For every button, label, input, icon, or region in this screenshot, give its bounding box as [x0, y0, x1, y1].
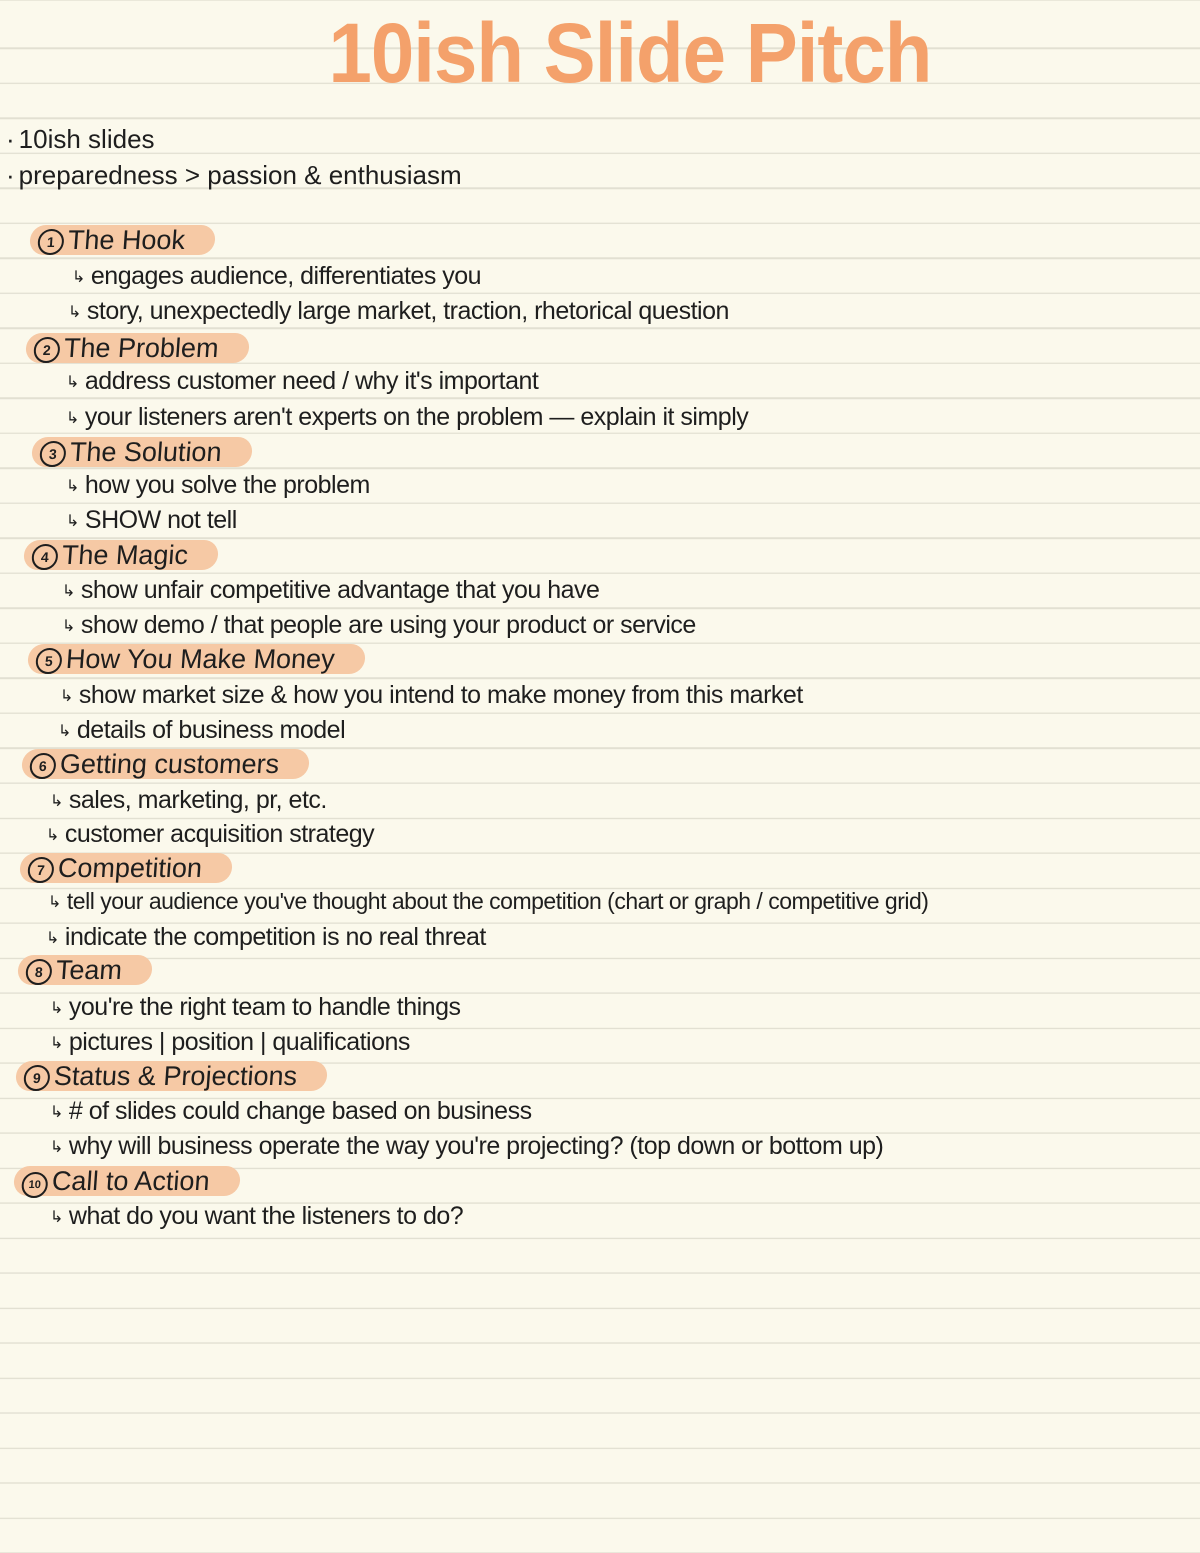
section-point-text: engages audience, differentiates you	[90, 262, 482, 290]
arrow-icon: ↳	[50, 793, 63, 810]
section-point	[46, 923, 486, 952]
section-heading-text: The Hook	[66, 225, 187, 255]
section-heading-text: How You Make Money	[64, 644, 336, 674]
section-heading-text: The Magic	[60, 540, 190, 570]
section-point	[66, 403, 748, 432]
section-point-text: indicate the competition is no real threat	[64, 923, 486, 951]
section-point-text: address customer need / why it's important	[84, 367, 539, 395]
section-heading-text: Getting customers	[58, 749, 281, 779]
page-title: 10ish Slide Pitch	[328, 5, 932, 101]
section-heading-text: The Problem	[62, 333, 220, 363]
section-number: 7	[27, 857, 55, 883]
section-point	[46, 820, 374, 849]
arrow-icon: ↳	[48, 894, 61, 911]
section-point-text: what do you want the listeners to do?	[68, 1202, 464, 1230]
section-point-text: you're the right team to handle things	[68, 993, 461, 1021]
section-point	[50, 993, 461, 1022]
arrow-icon: ↳	[68, 304, 81, 321]
section-point	[50, 786, 327, 815]
arrow-icon: ↳	[50, 1035, 63, 1052]
section-point-text: your listeners aren't experts on the problem — explain it simply	[84, 403, 749, 431]
section-heading	[31, 437, 253, 467]
section-heading	[17, 955, 153, 985]
section-heading	[27, 644, 366, 674]
arrow-icon: ↳	[66, 478, 79, 495]
section-point-text: sales, marketing, pr, etc.	[68, 786, 327, 814]
section-heading-text: Call to Action	[50, 1166, 211, 1196]
arrow-icon: ↳	[66, 374, 79, 391]
section-team	[18, 955, 152, 985]
section-number: 10	[21, 1172, 49, 1198]
arrow-icon: ↳	[66, 513, 79, 530]
arrow-icon: ↳	[62, 618, 75, 635]
arrow-icon: ↳	[62, 583, 75, 600]
section-point	[72, 262, 481, 291]
section-point-text: pictures | position | qualifications	[68, 1028, 410, 1056]
section-point-text: story, unexpectedly large market, traction, rhetorical question	[86, 297, 729, 325]
section-number: 8	[25, 959, 53, 985]
arrow-icon: ↳	[58, 723, 71, 740]
intro-bullet-text: 10ish slides	[18, 124, 155, 154]
section-point	[62, 576, 599, 605]
section-point	[50, 1132, 883, 1161]
section-point-text: show demo / that people are using your product or service	[80, 611, 696, 639]
section-getting-customers	[22, 749, 309, 779]
section-point	[48, 888, 928, 915]
section-point-text: SHOW not tell	[84, 506, 237, 534]
section-heading	[25, 333, 250, 363]
section-point	[60, 681, 803, 710]
intro-bullet: · preparedness > passion & enthusiasm	[6, 160, 462, 190]
section-heading-text: The Solution	[68, 437, 223, 467]
arrow-icon: ↳	[60, 688, 73, 705]
section-status-projections	[16, 1061, 327, 1091]
section-point-text: why will business operate the way you're projecting? (top down or bottom up)	[68, 1132, 884, 1160]
section-number: 9	[23, 1065, 51, 1091]
section-heading	[29, 225, 216, 255]
section-point	[58, 716, 345, 745]
arrow-icon: ↳	[72, 269, 85, 286]
section-the-magic	[24, 540, 218, 570]
section-point-text: # of slides could change based on business	[68, 1097, 532, 1125]
arrow-icon: ↳	[50, 1209, 63, 1226]
section-point	[62, 611, 696, 640]
arrow-icon: ↳	[46, 827, 59, 844]
arrow-icon: ↳	[50, 1000, 63, 1017]
section-heading-text: Team	[54, 955, 124, 985]
section-point	[66, 506, 237, 535]
section-number: 4	[31, 544, 59, 570]
section-heading	[19, 853, 233, 883]
section-number: 3	[39, 441, 67, 467]
section-point-text: show unfair competitive advantage that you have	[80, 576, 600, 604]
section-point	[66, 367, 538, 396]
section-number: 2	[33, 337, 61, 363]
section-number: 5	[35, 648, 63, 674]
section-point	[50, 1097, 532, 1126]
section-point	[66, 471, 370, 500]
arrow-icon: ↳	[50, 1104, 63, 1121]
section-heading	[23, 540, 219, 570]
section-heading	[15, 1061, 328, 1091]
section-call-to-action	[14, 1166, 240, 1196]
intro-bullet-text: preparedness > passion & enthusiasm	[18, 160, 462, 190]
section-number: 1	[37, 229, 65, 255]
section-heading-text: Status & Projections	[52, 1061, 299, 1091]
section-competition	[20, 853, 232, 883]
section-point-text: details of business model	[76, 716, 346, 744]
section-point	[68, 297, 729, 326]
section-point-text: customer acquisition strategy	[64, 820, 375, 848]
section-the-problem	[26, 333, 249, 363]
arrow-icon: ↳	[50, 1139, 63, 1156]
section-heading	[21, 749, 310, 779]
section-point	[50, 1028, 410, 1057]
arrow-icon: ↳	[46, 930, 59, 947]
section-number: 6	[29, 753, 57, 779]
section-the-solution	[32, 437, 252, 467]
section-heading	[13, 1166, 241, 1196]
section-point	[50, 1202, 463, 1231]
arrow-icon: ↳	[66, 410, 79, 427]
section-point-text: show market size & how you intend to make money from this market	[78, 681, 803, 709]
section-point-text: tell your audience you've thought about the competition (chart or graph / competitive grid)	[66, 888, 929, 914]
section-point-text: how you solve the problem	[84, 471, 370, 499]
section-heading-text: Competition	[56, 853, 204, 883]
intro-bullet: · 10ish slides	[6, 124, 155, 154]
section-the-hook	[30, 225, 215, 255]
section-how-you-make-money	[28, 644, 365, 674]
